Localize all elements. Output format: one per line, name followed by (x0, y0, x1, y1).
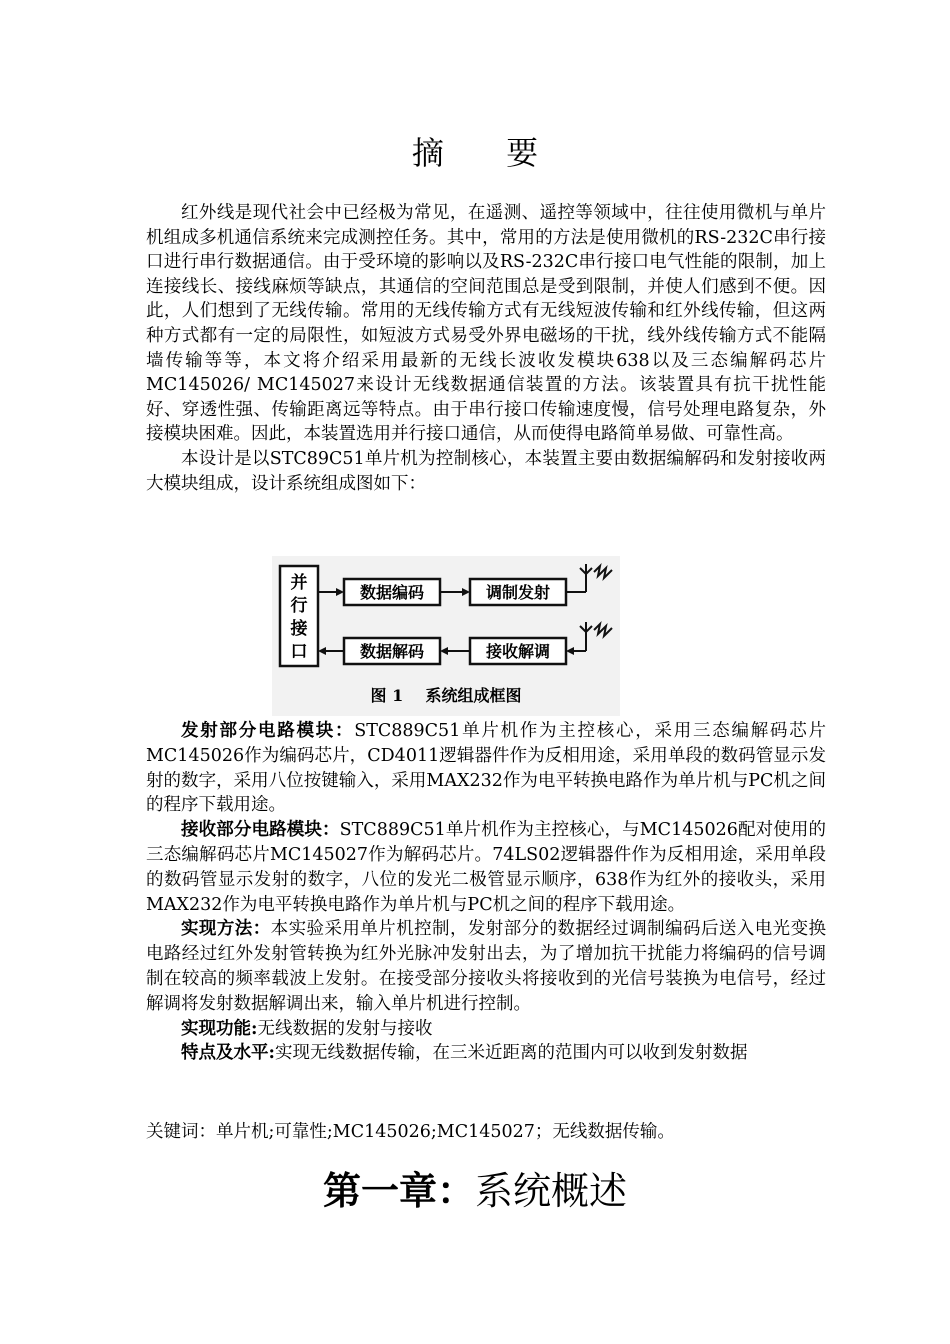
receive-demodulate-label: 接收解调 (485, 642, 551, 661)
block-diagram-svg (272, 556, 620, 716)
figure-caption: 图 1 系统组成框图 (370, 686, 522, 705)
abstract-title: 摘 要 (411, 134, 565, 172)
transmit-module-label: 发射部分电路模块： (181, 721, 355, 741)
chapter-heading (0, 1166, 950, 1216)
abstract-body (146, 201, 826, 496)
chapter-title: 系统概述 (475, 1169, 628, 1213)
function-label: 实现功能: (181, 1018, 258, 1039)
abstract-paragraph-2: 本设计是以STC89C51单片机为控制核心，本装置主要由数据编解码和发射接收两大模块组成，设计系统组成图如下： (146, 448, 826, 494)
abstract-paragraph-1: 红外线是现代社会中已经极为常见，在遥测、遥控等领域中，往往使用微机与单片机组成多机通信系统来完成测控任务。其中，常用的方法是使用微机的RS-232C串行接口进行串行数据通信。由于受环境的影响以及RS-232C串行接口电气性能的限制，加上连接线长、接线麻烦等缺点，其通信的空间范围总是受到限制，并使人们感到不便。因此，人们想到了无线传输。常用的无线传输方式有无线短波传输和红外线传输，但这两种方式都有一定的局限性，如短波方式易受外界电磁场的干扰，线外线传输方式不能隔墙传输等等，本文将介绍采用最新的无线长波收发模块638以及三态编解码芯片MC145026/ MC145027来设计无线数据通信装置的方法。该装置具有抗干扰性能好、穿透性强、传输距离远等特点。由于串行接口传输速度慢，信号处理电路复杂，外接模块困难。因此，本装置选用并行接口通信，从而使得电路简单易做、可靠性高。 (146, 203, 826, 445)
transmit-module-text: STC889C51单片机作为主控核心，采用三态编解码芯片MC145026作为编码芯片，CD4011逻辑器件作为反相用途，采用单段的数码管显示发射的数字，采用八位按键输入，采用MAX232作为电平转换电路作为单片机与PC机之间的程序下载用途。 (146, 721, 827, 816)
chapter-number: 第一章： (322, 1168, 475, 1213)
keywords-line: 关键词：单片机;可靠性;MC145026;MC145027；无线数据传输。 (146, 1122, 675, 1142)
data-encode-label: 数据编码 (359, 583, 425, 602)
features-paragraph (146, 1041, 826, 1066)
receive-module-text: STC889C51单片机作为主控核心，与MC145026配对使用的三态编解码芯片MC145027作为解码芯片。74LS02逻辑器件作为反相用途，采用单段的数码管显示发射的数字，八位的发光二极管显示顺序，638作为红外的接收头，采用MAX232作为电平转换电路作为单片机与PC机之间的程序下载用途。 (146, 820, 826, 915)
modulate-transmit-label: 调制发射 (485, 583, 551, 602)
interface-char-4: 口 (290, 642, 308, 662)
transmit-module-paragraph (146, 719, 826, 818)
function-text: 无线数据的发射与接收 (257, 1018, 433, 1039)
function-paragraph (146, 1017, 826, 1042)
features-text: 实现无线数据传输，在三米近距离的范围内可以收到发射数据 (274, 1043, 748, 1064)
module-descriptions (146, 719, 826, 1066)
method-label: 实现方法： (181, 919, 271, 940)
data-decode-label: 数据解码 (359, 642, 425, 661)
receive-module-label: 接收部分电路模块： (181, 820, 340, 841)
receive-module-paragraph (146, 818, 826, 917)
interface-char-3: 接 (290, 619, 308, 639)
interface-char-1: 并 (290, 573, 308, 593)
interface-char-2: 行 (290, 596, 308, 616)
features-label: 特点及水平: (181, 1043, 275, 1064)
method-paragraph (146, 917, 826, 1016)
method-text: 本实验采用单片机控制，发射部分的数据经过调制编码后送入电光变换电路经过红外发射管转换为红外光脉冲发射出去，为了增加抗干扰能力将编码的信号调制在较高的频率载波上发射。在接受部分接收头将接收到的光信号装换为电信号，经过解调将发射数据解调出来，输入单片机进行控制。 (146, 919, 827, 1014)
system-block-diagram (272, 556, 620, 716)
